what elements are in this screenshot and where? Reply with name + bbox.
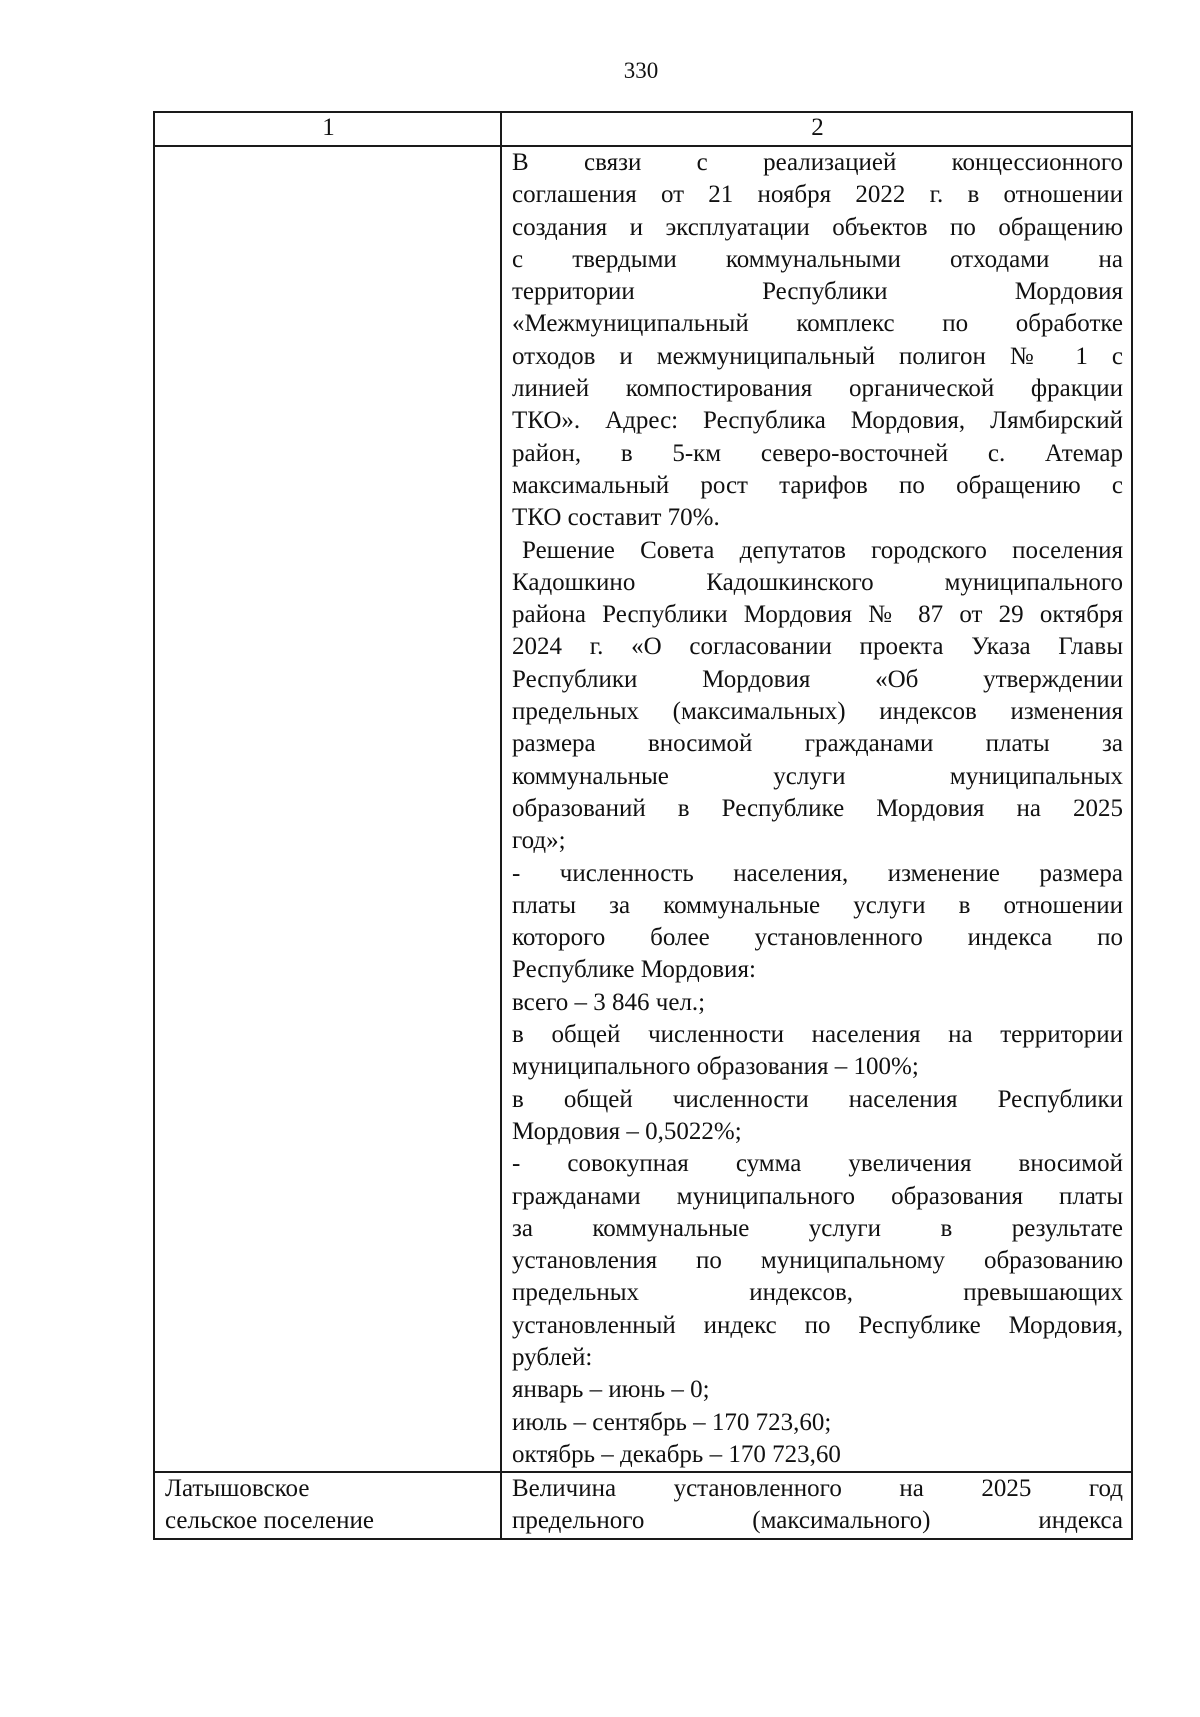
text-line: - совокупная сумма увеличения вносимой bbox=[512, 1150, 1123, 1178]
municipality-name-line: Латышовское bbox=[165, 1475, 310, 1503]
text-line: 2024 г. «О согласовании проекта Указа Главы bbox=[512, 633, 1123, 661]
text-line: Республики Мордовия «Об утверждении bbox=[512, 665, 1123, 693]
text-line: муниципального образования – 100%; bbox=[512, 1053, 919, 1081]
text-line: гражданами муниципального образования платы bbox=[512, 1182, 1123, 1210]
text-line: отходов и межмуниципальный полигон № 1 с bbox=[512, 342, 1123, 370]
text-line: которого более установленного индекса по bbox=[512, 924, 1123, 952]
description-cell bbox=[501, 1472, 1132, 1539]
text-line: предельных (максимальных) индексов изменения bbox=[512, 698, 1123, 726]
text-line: создания и эксплуатации объектов по обращению bbox=[512, 213, 1123, 241]
table-row bbox=[154, 1472, 1132, 1539]
text-line: Мордовия – 0,5022%; bbox=[512, 1117, 742, 1145]
text-line: территории Республики Мордовия bbox=[512, 278, 1123, 306]
text-line: район, в 5-км северо-восточней с. Атемар bbox=[512, 439, 1123, 467]
text-line: январь – июнь – 0; bbox=[512, 1376, 710, 1404]
column-2-header: 2 bbox=[501, 112, 1132, 146]
municipality-name-cell bbox=[154, 1472, 501, 1539]
text-line: ТКО». Адрес: Республика Мордовия, Лямбирский bbox=[512, 407, 1123, 435]
text-line: образований в Республике Мордовия на 2025 bbox=[512, 794, 1123, 822]
text-line: Республике Мордовия: bbox=[512, 956, 756, 984]
table-row bbox=[154, 146, 1132, 1472]
text-line: - численность населения, изменение размера bbox=[512, 859, 1123, 887]
text-line: в общей численности населения на территории bbox=[512, 1021, 1123, 1049]
municipality-name-line: сельское поселение bbox=[165, 1507, 374, 1535]
description-cell bbox=[501, 146, 1132, 1472]
text-line: платы за коммунальные услуги в отношении bbox=[512, 891, 1123, 919]
text-line: В связи с реализацией концессионного bbox=[512, 149, 1123, 176]
text-line: за коммунальные услуги в результате bbox=[512, 1214, 1123, 1242]
text-line: с твердыми коммунальными отходами на bbox=[512, 245, 1123, 273]
text-line: июль – сентябрь – 170 723,60; bbox=[512, 1408, 832, 1436]
text-line: всего – 3 846 чел.; bbox=[512, 988, 706, 1016]
text-line: установления по муниципальному образованию bbox=[512, 1247, 1123, 1275]
text-line: установленный индекс по Республике Мордовия, bbox=[512, 1311, 1123, 1339]
text-line: в общей численности населения Республики bbox=[512, 1085, 1123, 1113]
text-line: Величина установленного на 2025 год bbox=[512, 1475, 1123, 1503]
text-line: год»; bbox=[512, 827, 566, 855]
table-header-row bbox=[154, 112, 1132, 146]
text-line: максимальный рост тарифов по обращению с bbox=[512, 471, 1123, 499]
text-line: Кадошкино Кадошкинского муниципального bbox=[512, 568, 1123, 596]
text-line: предельных индексов, превышающих bbox=[512, 1279, 1123, 1307]
text-line: коммунальные услуги муниципальных bbox=[512, 762, 1123, 790]
text-line: размера вносимой гражданами платы за bbox=[512, 730, 1123, 758]
page-number: 330 bbox=[623, 58, 659, 83]
text-line: линией компостирования органической фракции bbox=[512, 375, 1123, 403]
municipality-name-cell bbox=[154, 146, 501, 1472]
text-line: октябрь – декабрь – 170 723,60 bbox=[512, 1440, 841, 1468]
text-line: «Межмуниципальный комплекс по обработке bbox=[512, 310, 1123, 338]
text-line: района Республики Мордовия № 87 от 29 октября bbox=[512, 601, 1123, 629]
text-line: соглашения от 21 ноября 2022 г. в отношении bbox=[512, 181, 1123, 209]
text-line: предельного (максимального) индекса bbox=[512, 1507, 1123, 1535]
text-line: ТКО составит 70%. bbox=[512, 504, 720, 532]
text-line: рублей: bbox=[512, 1343, 593, 1371]
municipal-index-table bbox=[153, 111, 1133, 1540]
text-line: Решение Совета депутатов городского поселения bbox=[522, 536, 1123, 564]
column-1-header: 1 bbox=[154, 112, 501, 146]
